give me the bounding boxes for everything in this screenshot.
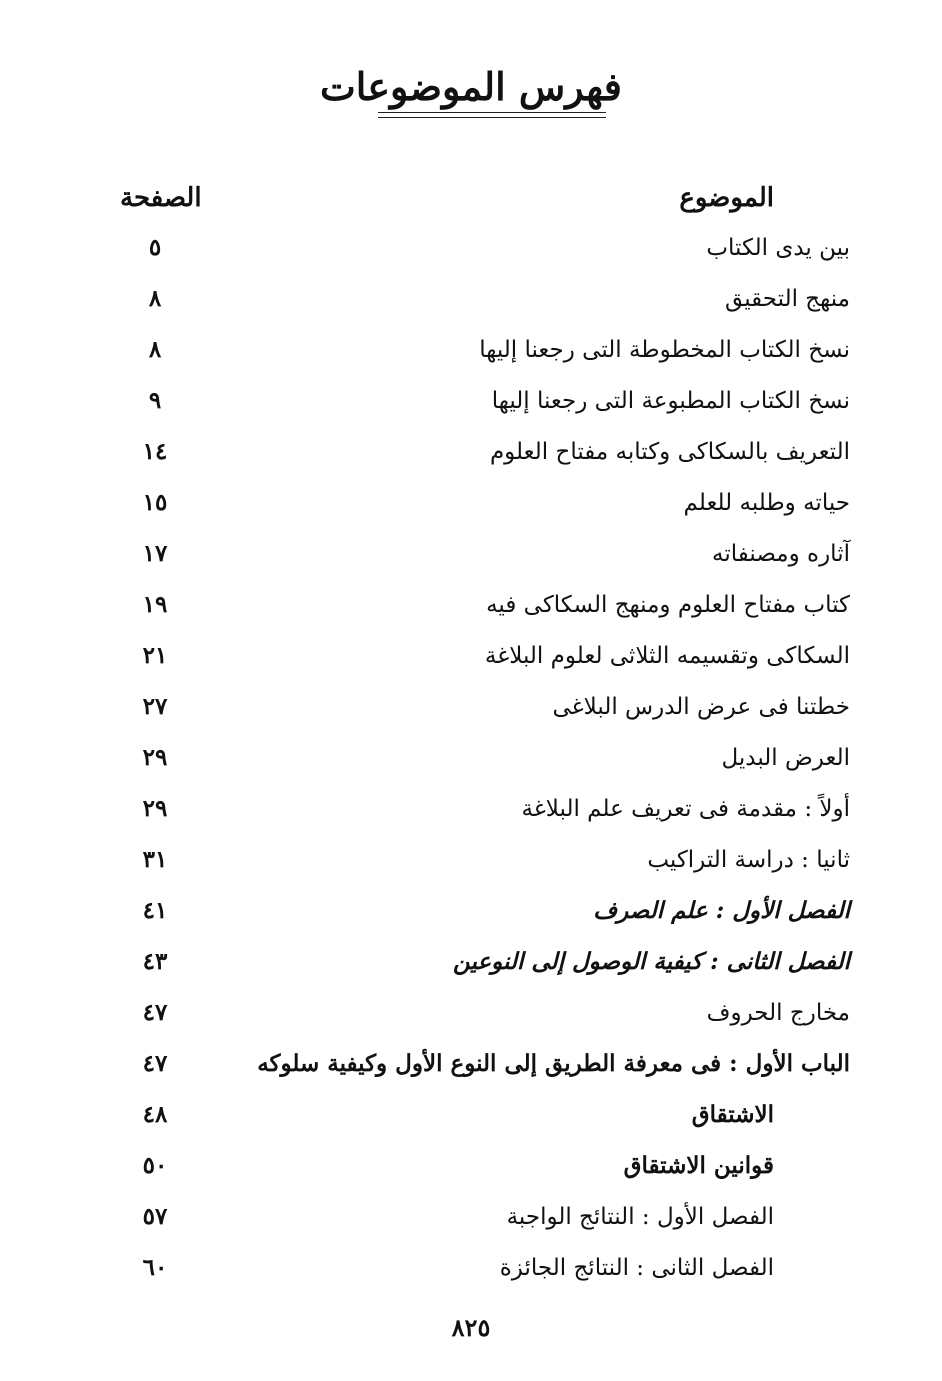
- toc-row: [0, 1089, 942, 1140]
- toc-page-number: ٩: [148, 387, 162, 414]
- toc-row: [0, 1191, 942, 1242]
- toc-row: [0, 885, 942, 936]
- toc-page-number: ٤٧: [142, 999, 168, 1026]
- toc-page-number: ٦٠: [142, 1254, 168, 1281]
- toc-topic: بين يدى الكتاب: [706, 235, 850, 261]
- toc-row: [0, 477, 942, 528]
- toc-page-number: ٤٨: [142, 1101, 168, 1128]
- toc-topic: الفصل الأول : علم الصرف: [593, 897, 850, 924]
- toc-topic: الباب الأول : فى معرفة الطريق إلى النوع الأول وكيفية سلوكه: [257, 1050, 850, 1077]
- toc-row: [0, 783, 942, 834]
- toc-row: [0, 1242, 942, 1293]
- toc-row: [0, 528, 942, 579]
- toc-list: [0, 222, 942, 1293]
- toc-page-number: ٤٣: [142, 948, 168, 975]
- toc-topic: الفصل الأول : النتائج الواجبة: [506, 1204, 774, 1230]
- toc-page-number: ٢٩: [142, 744, 168, 771]
- toc-page-number: ٤١: [142, 897, 168, 924]
- toc-topic: نسخ الكتاب المخطوطة التى رجعنا إليها: [479, 337, 850, 363]
- toc-page-number: ٢٧: [142, 693, 168, 720]
- toc-topic: الاشتقاق: [691, 1101, 774, 1128]
- toc-topic: التعريف بالسكاكى وكتابه مفتاح العلوم: [489, 439, 850, 465]
- toc-page-number: ٥٠: [142, 1152, 168, 1179]
- toc-topic: قوانين الاشتقاق: [623, 1152, 774, 1179]
- toc-topic: خطتنا فى عرض الدرس البلاغى: [552, 694, 850, 720]
- page-title: فهرس الموضوعات: [320, 64, 622, 109]
- toc-page-number: ٨: [148, 285, 162, 312]
- title-underline-second: [378, 117, 606, 118]
- title-underline: [378, 112, 606, 113]
- column-header-page: الصفحة: [120, 183, 202, 213]
- toc-row: [0, 732, 942, 783]
- toc-page-number: ٤٧: [142, 1050, 168, 1077]
- toc-page-number: ١٧: [142, 540, 168, 567]
- toc-row: [0, 579, 942, 630]
- toc-row: [0, 222, 942, 273]
- toc-topic: ثانيا : دراسة التراكيب: [647, 847, 850, 873]
- toc-row: [0, 1140, 942, 1191]
- toc-row: [0, 1038, 942, 1089]
- toc-row: [0, 834, 942, 885]
- toc-page-number: ٢٩: [142, 795, 168, 822]
- column-header-topic: الموضوع: [679, 183, 774, 213]
- toc-topic: الفصل الثانى : النتائج الجائزة: [499, 1255, 774, 1281]
- toc-page-number: ٢١: [142, 642, 168, 669]
- toc-topic: آثاره ومصنفاته: [712, 541, 850, 567]
- toc-topic: العرض البديل: [721, 745, 850, 771]
- toc-page-number: ٣١: [142, 846, 168, 873]
- toc-topic: أولاً : مقدمة فى تعريف علم البلاغة: [521, 796, 850, 822]
- toc-row: [0, 987, 942, 1038]
- toc-page-number: ١٤: [142, 438, 168, 465]
- toc-page-number: ٥٧: [142, 1203, 168, 1230]
- toc-topic: كتاب مفتاح العلوم ومنهج السكاكى فيه: [486, 592, 850, 618]
- toc-row: [0, 324, 942, 375]
- toc-row: [0, 273, 942, 324]
- toc-topic: الفصل الثانى : كيفية الوصول إلى النوعين: [452, 948, 850, 975]
- page-number: ٨٢٥: [451, 1313, 491, 1342]
- toc-row: [0, 375, 942, 426]
- toc-topic: حياته وطلبه للعلم: [683, 490, 850, 516]
- toc-topic: نسخ الكتاب المطبوعة التى رجعنا إليها: [491, 388, 850, 414]
- toc-page-number: ١٩: [142, 591, 168, 618]
- toc-row: [0, 936, 942, 987]
- toc-topic: السكاكى وتقسيمه الثلاثى لعلوم البلاغة: [484, 643, 850, 669]
- toc-topic: منهج التحقيق: [725, 286, 850, 312]
- toc-row: [0, 681, 942, 732]
- toc-page-number: ١٥: [142, 489, 168, 516]
- toc-row: [0, 426, 942, 477]
- toc-topic: مخارج الحروف: [706, 1000, 850, 1026]
- toc-page-number: ٥: [148, 234, 162, 261]
- toc-row: [0, 630, 942, 681]
- toc-page-number: ٨: [148, 336, 162, 363]
